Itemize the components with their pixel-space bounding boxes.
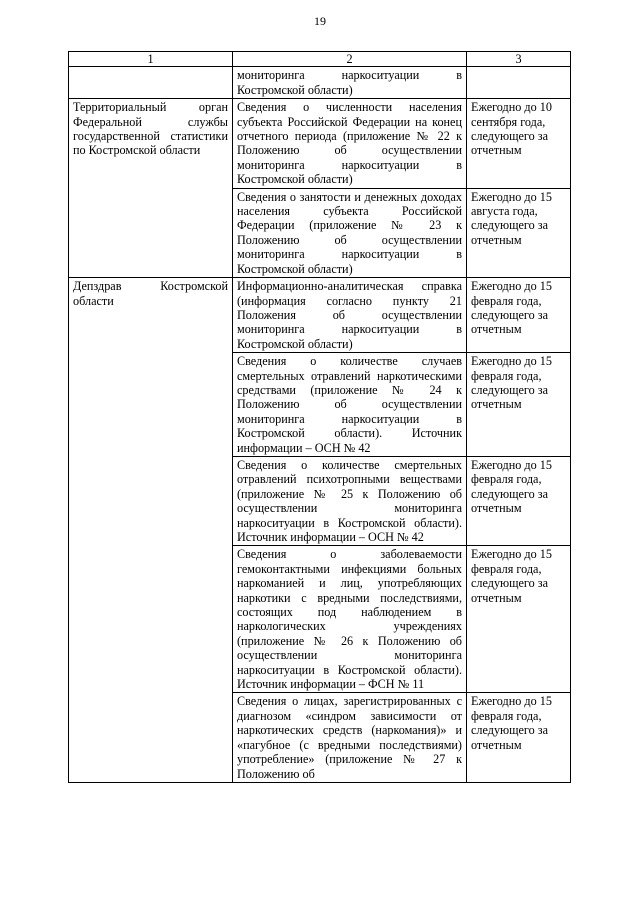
info-cell: Сведения о лицах, зарегистрированных с диагнозом «синдром зависимости от наркотических средств (наркомания)» и «пагубное (с вредными последствиями) употребление» (приложение № 27 к Положению об bbox=[233, 693, 467, 782]
period-cell: Ежегодно до 15 февраля года, следующего за отчетным bbox=[467, 353, 571, 457]
info-cell: мониторинга наркоситуации в Костромской области) bbox=[233, 67, 467, 99]
info-cell: Сведения о заболеваемости гемоконтактными инфекциями больных наркоманией и лиц, употребляющих наркотики с вредными последствиями, состоящих под наблюдением в наркологических учреждениях (приложение № 26 к Положению об осуществлении мониторинга наркоситуации в Костромской области). Источник информации – ФСН № 11 bbox=[233, 546, 467, 693]
info-cell: Информационно-аналитическая справка (информация согласно пункту 21 Положения об осуществлении мониторинга наркоситуации в Костромской области) bbox=[233, 278, 467, 353]
period-cell bbox=[467, 67, 571, 99]
period-cell: Ежегодно до 15 февраля года, следующего за отчетным bbox=[467, 546, 571, 693]
period-cell: Ежегодно до 15 февраля года, следующего за отчетным bbox=[467, 456, 571, 545]
period-cell: Ежегодно до 10 сентября года, следующего за отчетным bbox=[467, 99, 571, 188]
column-header-2: 2 bbox=[233, 52, 467, 67]
agency-cell bbox=[69, 67, 233, 99]
table-header-row bbox=[69, 52, 571, 67]
table-row bbox=[69, 99, 571, 188]
column-header-1: 1 bbox=[69, 52, 233, 67]
info-cell: Сведения о численности населения субъекта Российской Федерации на конец отчетного периода (приложение № 22 к Положению об осуществлении мониторинга наркоситуации в Костромской области) bbox=[233, 99, 467, 188]
monitoring-table bbox=[68, 51, 571, 783]
page-number: 19 bbox=[314, 14, 326, 28]
info-cell: Сведения о количестве случаев смертельных отравлений наркотическими средствами (приложение № 24 к Положению об осуществлении мониторинга наркоситуации в Костромской области). Источник информации – ОСН № 42 bbox=[233, 353, 467, 457]
info-cell: Сведения о занятости и денежных доходах населения субъекта Российской Федерации (приложение № 23 к Положению об осуществлении мониторинга наркоситуации в Костромской области) bbox=[233, 188, 467, 277]
agency-cell: Депздрав Костромской области bbox=[69, 278, 233, 783]
table-row-continuation bbox=[69, 67, 571, 99]
info-cell: Сведения о количестве смертельных отравлений психотропными веществами (приложение № 25 к Положению об осуществлении мониторинга наркоситуации в Костромской области). Источник информации – ОСН № 42 bbox=[233, 456, 467, 545]
agency-cell: Территориальный орган Федеральной службы государственной статистики по Костромской области bbox=[69, 99, 233, 278]
table-row bbox=[69, 278, 571, 353]
column-header-3: 3 bbox=[467, 52, 571, 67]
period-cell: Ежегодно до 15 февраля года, следующего за отчетным bbox=[467, 693, 571, 782]
period-cell: Ежегодно до 15 февраля года, следующего за отчетным bbox=[467, 278, 571, 353]
period-cell: Ежегодно до 15 августа года, следующего за отчетным bbox=[467, 188, 571, 277]
